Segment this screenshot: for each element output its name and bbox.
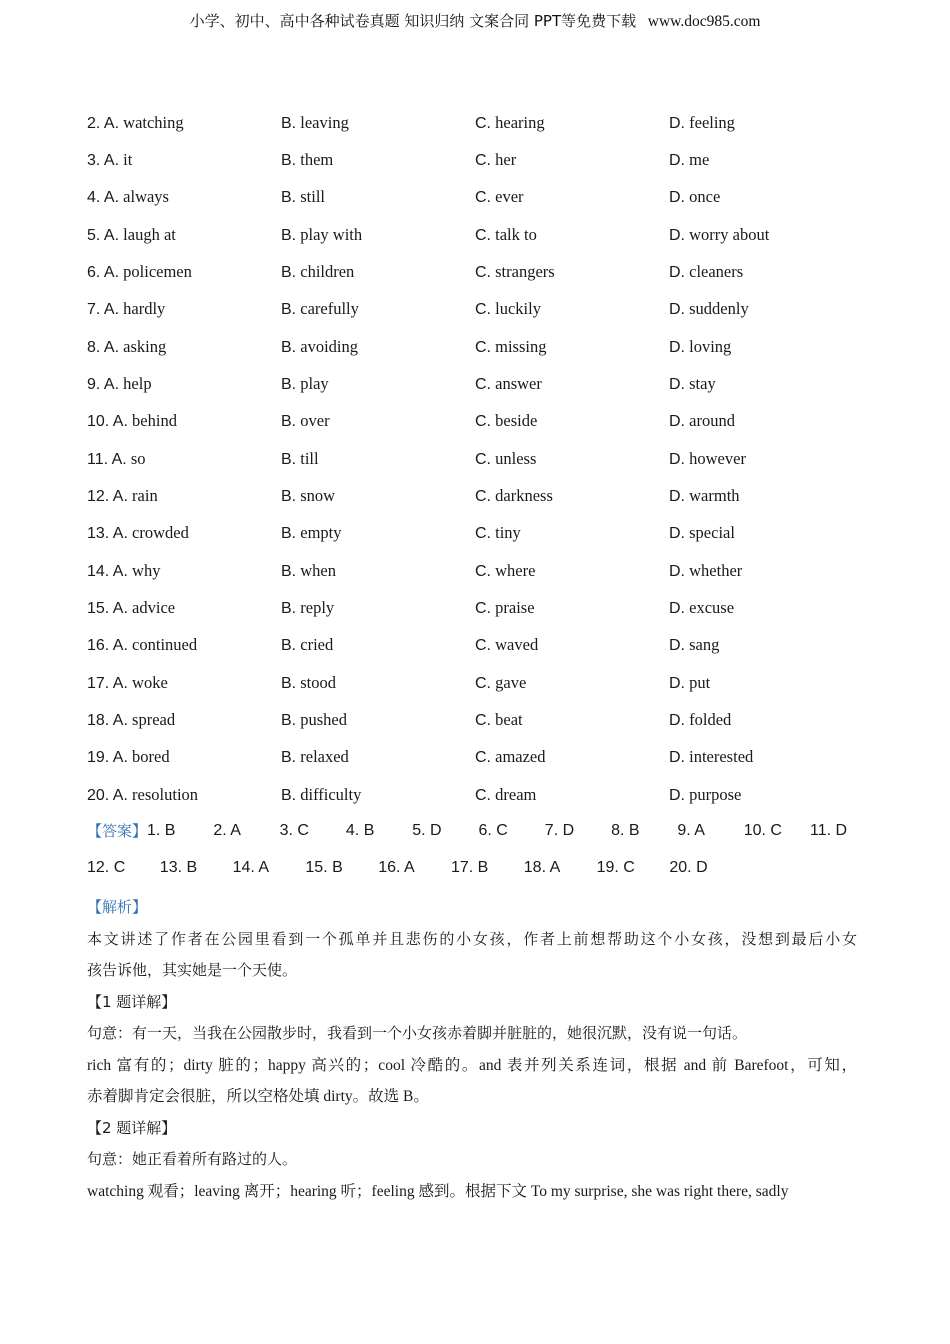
option-a: [87, 785, 281, 805]
question-row: [87, 552, 887, 589]
option-b-label: B.: [281, 189, 297, 207]
option-b-label: B.: [281, 301, 297, 319]
option-d: [669, 411, 863, 431]
option-d-text: folded: [689, 709, 732, 729]
answer-item: 15. B: [305, 858, 343, 876]
option-c-text: her: [495, 149, 517, 169]
option-b-text: pushed: [300, 709, 347, 729]
option-a: [87, 337, 281, 357]
option-b-text: still: [300, 187, 326, 207]
option-d-text: interested: [689, 747, 754, 767]
option-c-text: darkness: [495, 485, 553, 505]
option-c: [475, 449, 669, 469]
answer-item: 2. A: [213, 821, 241, 839]
answer-item: 18. A: [523, 858, 561, 876]
option-d: [669, 785, 863, 805]
option-d: [669, 187, 863, 207]
option-b-text: them: [300, 149, 334, 169]
option-c-label: C.: [475, 413, 491, 431]
option-c-text: answer: [495, 373, 542, 393]
option-a: [87, 150, 281, 170]
option-c-text: unless: [495, 448, 537, 468]
option-b-text: relaxed: [300, 747, 349, 767]
option-d-label: D.: [669, 226, 685, 244]
q1-title: 【1 题详解】: [87, 992, 177, 1011]
q1-explain-line-1: rich 富有的；dirty 脏的；happy 高兴的；cool 冷酷的。and 表并列关系连词，根据 and 前 Barefoot，可知，: [87, 1056, 857, 1074]
option-a: [87, 635, 281, 655]
option-d-label: D.: [669, 375, 685, 393]
option-a: [87, 449, 281, 469]
option-a-text: always: [123, 187, 169, 207]
analysis-tag: 【解析】: [87, 898, 148, 916]
option-d: [669, 747, 863, 767]
option-b-text: play with: [300, 224, 363, 244]
option-b-label: B.: [281, 263, 297, 281]
question-row: [87, 739, 887, 776]
option-d-label: D.: [669, 637, 685, 655]
option-d-label: D.: [669, 674, 685, 692]
option-a: [87, 598, 281, 618]
option-a-label: 9. A.: [87, 375, 120, 393]
answer-item: 6. C: [478, 821, 508, 839]
option-d-text: cleaners: [689, 261, 744, 281]
question-row: [87, 627, 887, 664]
option-d-label: D.: [669, 749, 685, 767]
answer-item: 10. C: [743, 821, 782, 839]
q1-explain-line-2: 赤着脚肯定会很脏，所以空格处填 dirty。故选 B。: [87, 1088, 429, 1105]
answer-item: 3. C: [279, 821, 309, 839]
option-b-text: difficulty: [300, 784, 362, 804]
question-row: [87, 515, 887, 552]
option-b: [281, 374, 475, 394]
option-b-label: B.: [281, 450, 297, 468]
option-d-label: D.: [669, 413, 685, 431]
option-b-label: B.: [281, 487, 297, 505]
option-b: [281, 486, 475, 506]
answer-item: 17. B: [450, 858, 489, 876]
answer-item: 19. C: [596, 858, 635, 876]
question-row: [87, 701, 887, 738]
option-b-label: B.: [281, 786, 297, 804]
option-d-text: put: [689, 672, 711, 692]
option-d-text: feeling: [689, 112, 735, 132]
option-a-label: 6. A.: [87, 263, 120, 281]
option-a-text: it: [123, 149, 133, 169]
option-c-text: waved: [495, 635, 539, 655]
option-a-text: crowded: [132, 523, 189, 543]
option-c-text: dream: [495, 784, 537, 804]
option-d-label: D.: [669, 786, 685, 804]
option-a: [87, 225, 281, 245]
option-b-label: B.: [281, 338, 297, 356]
option-d-text: excuse: [689, 597, 735, 617]
q1-sentence: 句意：有一天，当我在公园散步时，我看到一个小女孩赤着脚并脏脏的，她很沉默，没有说一句话。: [87, 1024, 748, 1042]
option-b: [281, 747, 475, 767]
option-d: [669, 225, 863, 245]
option-b-label: B.: [281, 413, 297, 431]
option-d: [669, 598, 863, 618]
option-d-label: D.: [669, 487, 685, 505]
option-c: [475, 598, 669, 618]
option-b: [281, 411, 475, 431]
option-a-text: advice: [132, 597, 176, 617]
answer-item: 20. D: [669, 858, 708, 876]
analysis-section: [87, 892, 857, 1207]
option-a: [87, 486, 281, 506]
option-a-text: laugh at: [123, 224, 176, 244]
option-d: [669, 635, 863, 655]
option-a-label: 14. A.: [87, 562, 128, 580]
option-c-text: beat: [495, 709, 523, 729]
option-d: [669, 150, 863, 170]
option-d: [669, 299, 863, 319]
option-c: [475, 785, 669, 805]
option-c: [475, 747, 669, 767]
option-b-text: play: [300, 373, 329, 393]
q2-title: 【2 题详解】: [87, 1118, 177, 1137]
option-a-text: why: [132, 560, 161, 580]
option-c: [475, 299, 669, 319]
banner-url[interactable]: www.doc985.com: [647, 13, 761, 30]
option-a-label: 12. A.: [87, 487, 128, 505]
option-d: [669, 673, 863, 693]
option-a: [87, 374, 281, 394]
option-a-text: rain: [132, 485, 158, 505]
option-b-label: B.: [281, 674, 297, 692]
option-a-text: resolution: [132, 784, 199, 804]
option-d: [669, 523, 863, 543]
question-row: [87, 365, 887, 402]
option-d-label: D.: [669, 189, 685, 207]
option-d-label: D.: [669, 599, 685, 617]
question-row: [87, 253, 887, 290]
question-row: [87, 104, 887, 141]
question-row: [87, 664, 887, 701]
option-b: [281, 710, 475, 730]
option-d-text: however: [689, 448, 746, 468]
option-d: [669, 486, 863, 506]
option-a: [87, 113, 281, 133]
option-b: [281, 449, 475, 469]
question-row: [87, 141, 887, 178]
option-d-label: D.: [669, 711, 685, 729]
option-c-text: praise: [495, 597, 535, 617]
option-d-text: once: [689, 187, 721, 207]
option-c-label: C.: [475, 338, 491, 356]
question-row: [87, 179, 887, 216]
option-a-label: 13. A.: [87, 525, 128, 543]
option-c-label: C.: [475, 301, 491, 319]
option-b-label: B.: [281, 226, 297, 244]
option-b-text: avoiding: [300, 336, 358, 356]
option-c-label: C.: [475, 226, 491, 244]
option-c-label: C.: [475, 375, 491, 393]
option-a-label: 20. A.: [87, 786, 128, 804]
option-d-label: D.: [669, 114, 685, 132]
option-d-text: around: [689, 411, 735, 431]
option-a-label: 15. A.: [87, 599, 128, 617]
option-b: [281, 635, 475, 655]
option-b-label: B.: [281, 151, 297, 169]
option-c: [475, 486, 669, 506]
option-c-label: C.: [475, 786, 491, 804]
option-c-label: C.: [475, 599, 491, 617]
option-c-text: hearing: [495, 112, 545, 132]
option-a-label: 18. A.: [87, 711, 128, 729]
answer-item: 14. A: [232, 858, 270, 876]
option-c-text: amazed: [495, 747, 546, 767]
option-c-text: where: [495, 560, 536, 580]
option-a-text: so: [130, 448, 146, 468]
q2-explain-line-1: watching 观看；leaving 离开；hearing 听；feeling 感到。根据下文 To my surprise, she was right there, sadly: [87, 1182, 789, 1200]
option-a-text: spread: [132, 709, 176, 729]
option-b-text: over: [300, 411, 330, 431]
option-b: [281, 187, 475, 207]
option-b: [281, 299, 475, 319]
option-b: [281, 337, 475, 357]
answer-item: 9. A: [677, 821, 705, 839]
option-d-text: worry about: [689, 224, 770, 244]
q2-sentence: 句意：她正看着所有路过的人。: [87, 1150, 298, 1168]
option-a: [87, 187, 281, 207]
option-c: [475, 411, 669, 431]
options-table: [87, 104, 887, 813]
option-a-text: watching: [123, 112, 184, 132]
option-b-label: B.: [281, 562, 297, 580]
answer-item: 12. C: [87, 858, 126, 876]
option-c-label: C.: [475, 749, 491, 767]
option-c-text: talk to: [495, 224, 537, 244]
question-row: [87, 328, 887, 365]
question-row: [87, 440, 887, 477]
option-a-label: 5. A.: [87, 226, 120, 244]
option-b-text: reply: [300, 597, 335, 617]
option-b: [281, 150, 475, 170]
option-c-label: C.: [475, 637, 491, 655]
option-b: [281, 598, 475, 618]
option-a: [87, 710, 281, 730]
option-c-label: C.: [475, 711, 491, 729]
answer-section: [87, 812, 887, 886]
option-d-label: D.: [669, 151, 685, 169]
option-d-label: D.: [669, 301, 685, 319]
option-b-label: B.: [281, 114, 297, 132]
option-c-label: C.: [475, 487, 491, 505]
option-c: [475, 187, 669, 207]
option-c: [475, 225, 669, 245]
option-c: [475, 374, 669, 394]
option-a: [87, 411, 281, 431]
option-c: [475, 113, 669, 133]
option-a: [87, 299, 281, 319]
option-a-text: hardly: [123, 299, 166, 319]
option-b-text: carefully: [300, 299, 359, 319]
option-c-label: C.: [475, 562, 491, 580]
option-b-label: B.: [281, 711, 297, 729]
option-d: [669, 113, 863, 133]
option-c: [475, 673, 669, 693]
answer-item: 1. B: [147, 821, 176, 839]
banner-text: 小学、初中、高中各种试卷真题 知识归纳 文案合同 PPT等免费下载: [189, 12, 637, 30]
answer-item: 16. A: [378, 858, 415, 876]
option-c: [475, 710, 669, 730]
option-c-label: C.: [475, 189, 491, 207]
option-c-text: missing: [495, 336, 547, 356]
option-b-label: B.: [281, 749, 297, 767]
option-d-label: D.: [669, 338, 685, 356]
summary-line-1: 本文讲述了作者在公园里看到一个孤单并且悲伤的小女孩，作者上前想帮助这个小女孩，没想到最后小女: [87, 929, 857, 948]
option-a: [87, 561, 281, 581]
option-a-text: bored: [132, 747, 170, 767]
option-b-label: B.: [281, 525, 297, 543]
option-d-text: suddenly: [689, 299, 749, 319]
option-d-text: stay: [689, 373, 716, 393]
option-a-label: 7. A.: [87, 301, 120, 319]
option-c-text: strangers: [495, 261, 555, 281]
option-d-text: sang: [689, 635, 720, 655]
option-a-label: 10. A.: [87, 413, 128, 431]
answer-line-1: [87, 812, 887, 849]
option-b: [281, 523, 475, 543]
option-a: [87, 747, 281, 767]
option-a: [87, 673, 281, 693]
option-d: [669, 374, 863, 394]
option-c: [475, 337, 669, 357]
option-d: [669, 561, 863, 581]
option-c-text: luckily: [495, 299, 541, 319]
option-b-label: B.: [281, 637, 297, 655]
option-a: [87, 523, 281, 543]
answer-line-2: [87, 849, 887, 886]
option-c-text: ever: [495, 187, 524, 207]
option-d-label: D.: [669, 525, 685, 543]
option-a-label: 8. A.: [87, 338, 120, 356]
option-c-label: C.: [475, 525, 491, 543]
option-a: [87, 262, 281, 282]
header-banner: [0, 10, 950, 31]
option-b-text: leaving: [300, 112, 349, 132]
option-c: [475, 635, 669, 655]
option-b-label: B.: [281, 375, 297, 393]
option-c-label: C.: [475, 674, 491, 692]
option-c-label: C.: [475, 450, 491, 468]
question-row: [87, 776, 887, 813]
option-c: [475, 523, 669, 543]
option-a-text: asking: [123, 336, 167, 356]
option-a-text: policemen: [123, 261, 192, 281]
summary-line-2: 孩告诉他，其实她是一个天使。: [87, 961, 298, 979]
option-d-text: loving: [689, 336, 732, 356]
question-row: [87, 291, 887, 328]
option-a-label: 4. A.: [87, 189, 120, 207]
option-c-label: C.: [475, 151, 491, 169]
option-b-text: children: [300, 261, 355, 281]
option-a-label: 19. A.: [87, 749, 128, 767]
option-a-text: woke: [132, 672, 168, 692]
answer-item: 11. D: [809, 821, 848, 839]
option-a-text: continued: [132, 635, 198, 655]
option-c: [475, 262, 669, 282]
option-b: [281, 561, 475, 581]
option-a-text: behind: [132, 411, 177, 431]
option-b-text: cried: [300, 635, 334, 655]
option-a-label: 11. A.: [87, 450, 127, 468]
answer-item: 7. D: [544, 821, 575, 839]
option-b-text: snow: [300, 485, 336, 505]
question-row: [87, 216, 887, 253]
option-d: [669, 710, 863, 730]
option-c-text: gave: [495, 672, 527, 692]
option-b-text: stood: [300, 672, 337, 692]
option-b-text: till: [300, 448, 319, 468]
option-d-text: purpose: [689, 784, 742, 804]
option-b: [281, 113, 475, 133]
option-d-text: whether: [689, 560, 743, 580]
option-a-text: help: [123, 373, 152, 393]
option-a-label: 3. A.: [87, 151, 120, 169]
option-b-label: B.: [281, 599, 297, 617]
option-a-label: 16. A.: [87, 637, 128, 655]
option-a-label: 17. A.: [87, 674, 128, 692]
option-d-text: special: [689, 523, 735, 543]
option-c-text: beside: [495, 411, 538, 431]
answer-item: 8. B: [611, 821, 640, 839]
question-row: [87, 477, 887, 514]
question-row: [87, 589, 887, 626]
option-b: [281, 225, 475, 245]
answer-item: 4. B: [345, 821, 375, 839]
option-c-label: C.: [475, 263, 491, 281]
option-d-text: me: [689, 149, 710, 169]
option-d-text: warmth: [689, 485, 740, 505]
option-d-label: D.: [669, 450, 685, 468]
option-d: [669, 337, 863, 357]
option-b: [281, 262, 475, 282]
option-c: [475, 150, 669, 170]
option-b: [281, 673, 475, 693]
option-c-text: tiny: [495, 523, 521, 543]
option-c: [475, 561, 669, 581]
option-d-label: D.: [669, 562, 685, 580]
answer-tag: 【答案】: [87, 822, 148, 840]
option-b-text: empty: [300, 523, 342, 543]
option-a-label: 2. A.: [87, 114, 120, 132]
option-d-label: D.: [669, 263, 685, 281]
answer-item: 5. D: [412, 821, 442, 839]
option-b-text: when: [300, 560, 336, 580]
option-d: [669, 262, 863, 282]
option-d: [669, 449, 863, 469]
answer-item: 13. B: [159, 858, 198, 876]
question-row: [87, 403, 887, 440]
option-c-label: C.: [475, 114, 491, 132]
option-b: [281, 785, 475, 805]
